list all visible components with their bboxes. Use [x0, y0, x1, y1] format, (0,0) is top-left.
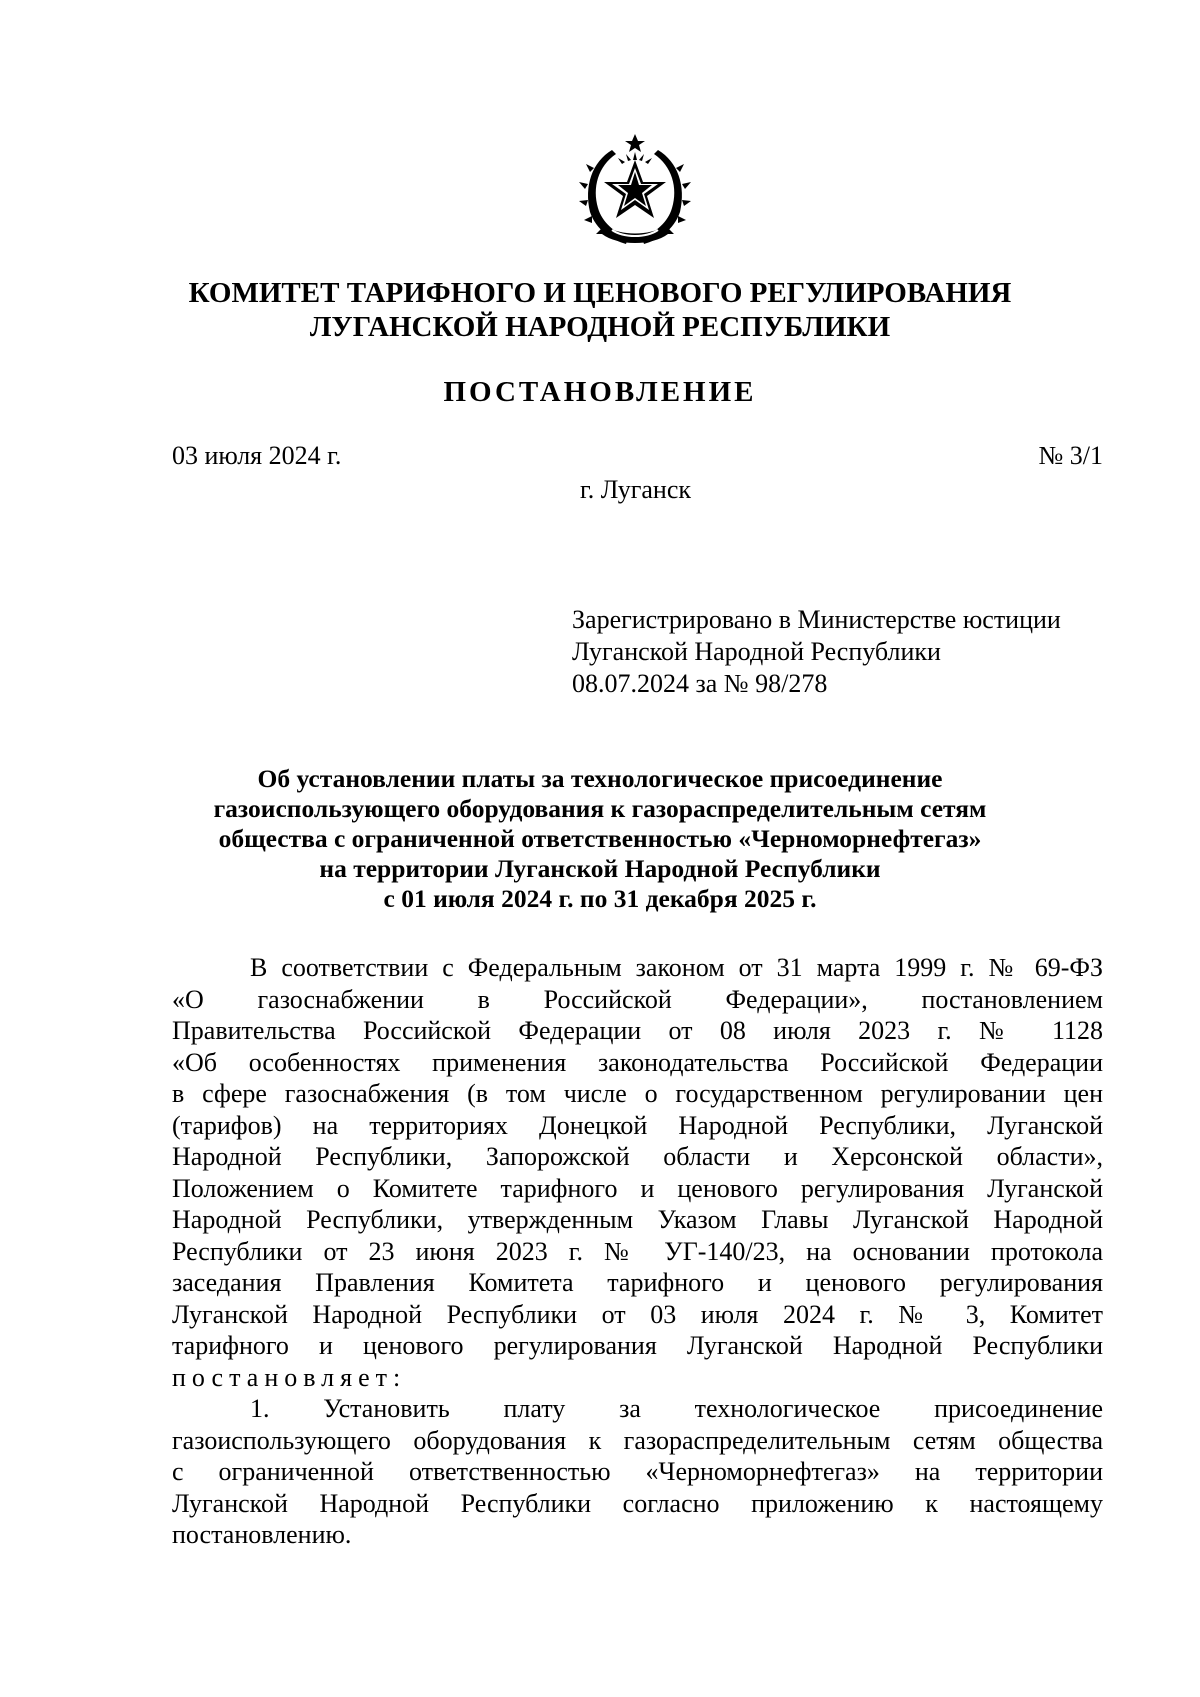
preamble-line: заседания Правления Комитета тарифного и ценового регулирования: [172, 1268, 1103, 1297]
document-type: ПОСТАНОВЛЕНИЕ: [443, 376, 757, 408]
preamble-line: Луганской Народной Республики от 03 июля 2024 г. № 3, Комитет: [172, 1299, 1103, 1329]
item-line: газоиспользующего оборудования к газораспределительным сетям общества: [172, 1425, 1103, 1455]
registration-block: [572, 604, 1132, 700]
preamble-line: «Об особенностях применения законодательства Российской Федерации: [172, 1047, 1103, 1077]
item-line: 1. Установить плату за технологическое присоединение: [250, 1394, 1103, 1423]
preamble-line: тарифного и ценового регулирования Луганской Народной Республики: [172, 1331, 1103, 1360]
title-line: с 01 июля 2024 г. по 31 декабря 2025 г.: [383, 884, 817, 913]
preamble-line: Правительства Российской Федерации от 08 июля 2023 г. № 1128: [172, 1016, 1103, 1045]
organization-name-line1: КОМИТЕТ ТАРИФНОГО И ЦЕНОВОГО РЕГУЛИРОВАНИЯ: [188, 277, 1012, 309]
document-city: г. Луганск: [580, 475, 692, 504]
preamble-line: В соответствии с Федеральным законом от 31 марта 1999 г. № 69-ФЗ: [250, 953, 1103, 982]
document-title: [130, 764, 1070, 914]
preamble-line: «О газоснабжении в Российской Федерации», постановлением: [172, 984, 1103, 1014]
document-number: № 3/1: [1038, 441, 1103, 470]
preamble-line: Народной Республики, Запорожской области и Херсонской области»,: [172, 1142, 1103, 1171]
item-line: Луганской Народной Республики согласно приложению к настоящему: [172, 1488, 1103, 1518]
registration-line: Зарегистрировано в Министерстве юстиции: [572, 605, 1061, 634]
item-line: с ограниченной ответственностью «Черноморнефтегаз» на территории: [172, 1457, 1103, 1486]
organization-name-line2: ЛУГАНСКОЙ НАРОДНОЙ РЕСПУБЛИКИ: [309, 311, 891, 343]
title-line: общества с ограниченной ответственностью «Черноморнефтегаз»: [218, 824, 982, 853]
preamble-line: (тарифов) на территориях Донецкой Народной Республики, Луганской: [172, 1110, 1103, 1140]
title-line: газоиспользующего оборудования к газораспределительным сетям: [213, 794, 987, 823]
preamble-line: в сфере газоснабжения (в том числе о государственном регулировании цен: [172, 1079, 1103, 1108]
registration-line: Луганской Народной Республики: [572, 637, 941, 666]
coat-of-arms-emblem: [572, 128, 698, 254]
preamble-line: Народной Республики, утвержденным Указом Главы Луганской Народной: [172, 1205, 1103, 1234]
document-date: 03 июля 2024 г.: [172, 441, 342, 470]
preamble-line: Положением о Комитете тарифного и ценового регулирования Луганской: [172, 1173, 1103, 1203]
title-line: на территории Луганской Народной Республики: [319, 854, 881, 883]
decree-word: постановляет:: [172, 1362, 407, 1392]
item-line: постановлению.: [172, 1520, 352, 1549]
document-body: [172, 952, 1103, 1551]
title-line: Об установлении платы за технологическое присоединение: [257, 764, 943, 793]
preamble-line: Республики от 23 июня 2023 г. № УГ-140/23, на основании протокола: [172, 1236, 1103, 1266]
registration-line: 08.07.2024 за № 98/278: [572, 669, 828, 698]
